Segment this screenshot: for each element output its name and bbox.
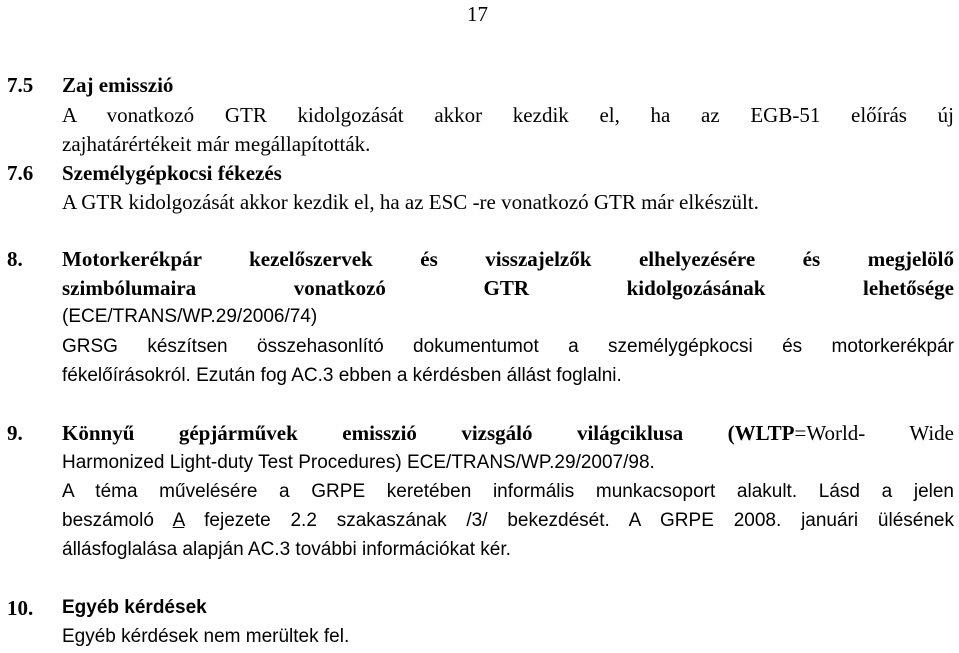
section-8-number: 8. xyxy=(7,247,23,271)
section-7-6-line-1: A GTR kidolgozását akkor kezdik el, ha az ESC -re vonatkozó GTR már elkészült. xyxy=(62,190,759,214)
section-7-5-line-1: A vonatkozó GTR kidolgozását akkor kezdik el, ha az EGB-51 előírás új xyxy=(62,103,954,127)
section-9-line-3: A téma művelésére a GRPE keretében informális munkacsoport alakult. Lásd a jelen xyxy=(62,481,954,502)
section-10-title: Egyéb kérdések xyxy=(62,597,207,618)
section-8-title-line-1: Motorkerékpár kezelőszervek és visszajelzők elhelyezésére és megjelölő xyxy=(62,247,954,271)
section-7-6-title: Személygépkocsi fékezés xyxy=(62,161,282,185)
section-7-5-number: 7.5 xyxy=(7,73,34,97)
section-10-number: 10. xyxy=(7,596,34,620)
section-9-line-5: állásfoglalása alapján AC.3 további információkat kér. xyxy=(62,539,511,560)
section-9-line-4: beszámoló A fejezete 2.2 szakaszának /3/ bekezdését. A GRPE 2008. januári ülésének xyxy=(62,510,954,531)
section-8-title-line-2: szimbólumaira vonatkozó GTR kidolgozásának lehetősége xyxy=(62,276,954,300)
section-9-title-line-1: Könnyű gépjárművek emisszió vizsgáló világciklusa (WLTP=World- Wide xyxy=(62,421,955,445)
section-8-line-2: fékelőírásokról. Ezután fog AC.3 ebben a kérdésben állást foglalni. xyxy=(62,365,622,386)
section-7-5-line-2: zajhatárértékeit már megállapították. xyxy=(62,132,371,156)
section-7-5-title: Zaj emisszió xyxy=(62,73,174,97)
section-9-number: 9. xyxy=(7,421,23,445)
section-8-line-1: GRSG készítsen összehasonlító dokumentumot a személygépkocsi és motorkerékpár xyxy=(62,336,954,357)
section-10-line-1: Egyéb kérdések nem merültek fel. xyxy=(62,626,350,647)
section-8-reference: (ECE/TRANS/WP.29/2006/74) xyxy=(62,306,318,327)
section-7-6-number: 7.6 xyxy=(7,161,34,185)
page-number: 17 xyxy=(467,2,488,26)
section-9-line-2: Harmonized Light-duty Test Procedures) ECE/TRANS/WP.29/2007/98. xyxy=(62,452,655,473)
